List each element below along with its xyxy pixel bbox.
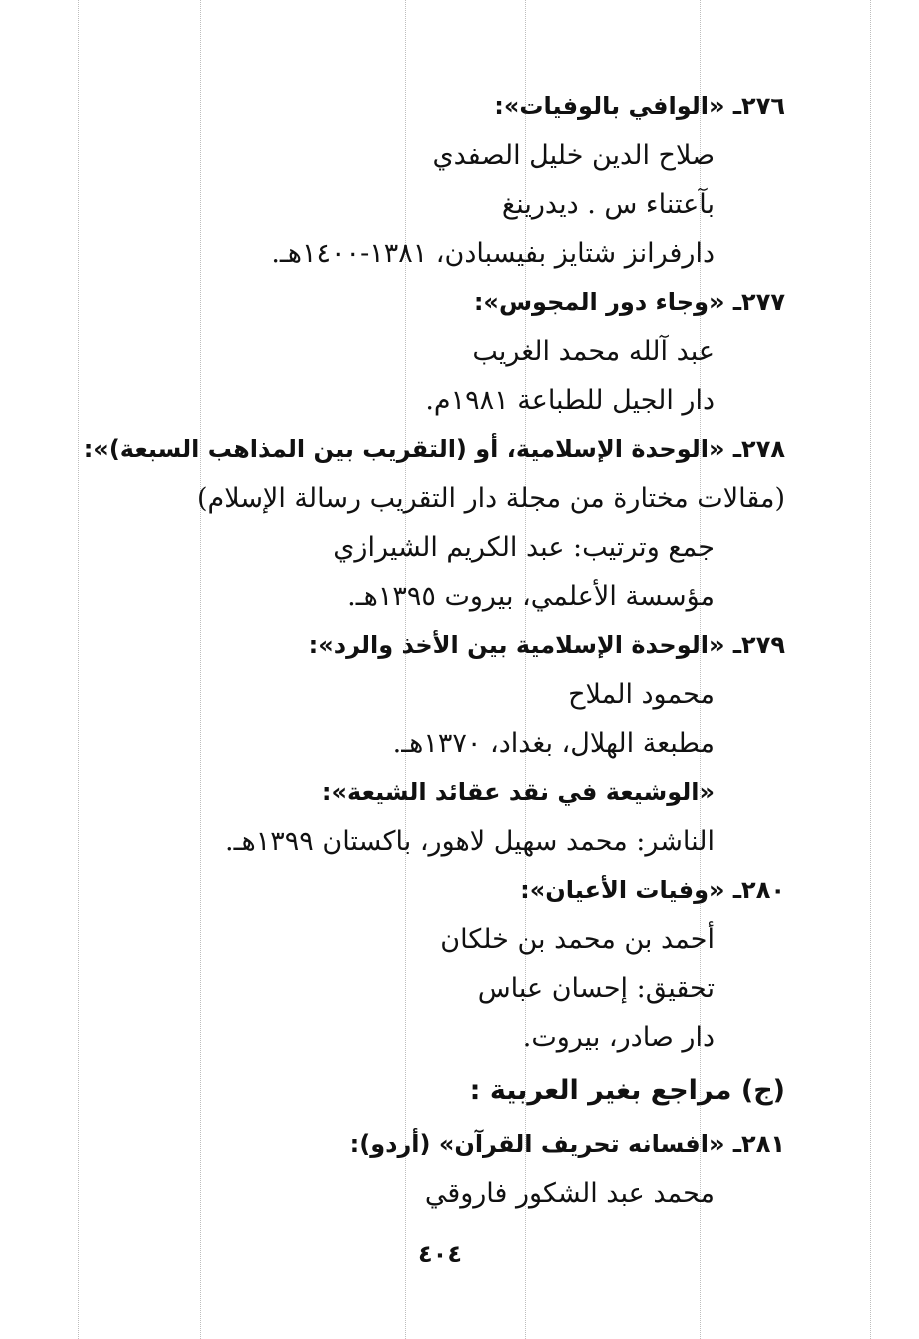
entry-language: (أردو): xyxy=(349,1130,431,1158)
entry-title: وجاء دور المجوس xyxy=(498,288,709,316)
entry-line: عبد آلله محمد الغريب xyxy=(472,336,715,367)
entry-subheading: «الوشيعة في نقد عقائد الشيعة»: xyxy=(321,778,715,806)
entry-heading: ٢٧٧ـ «وجاء دور المجوس»: xyxy=(473,288,785,316)
entry-heading: ٢٧٦ـ «الوافي بالوفيات»: xyxy=(494,92,785,120)
entry-number: ٢٨٠ xyxy=(741,876,785,904)
entry-line: دارفرانز شتايز بفيسبادن، ١٣٨١-١٤٠٠هـ. xyxy=(271,238,715,269)
bibliography-page xyxy=(83,82,785,1218)
page-number: ٤٠٤ xyxy=(418,1240,462,1268)
entry-number: ٢٧٩ xyxy=(741,631,785,659)
entry-heading: ٢٧٨ـ «الوحدة الإسلامية، أو (التقريب بين المذاهب السبعة)»: xyxy=(83,435,785,463)
entry-title: الوافي بالوفيات xyxy=(519,92,709,120)
entry-heading: ٢٨٠ـ «وفيات الأعيان»: xyxy=(520,876,785,904)
entry-line: (مقالات مختارة من مجلة دار التقريب رسالة الإسلام) xyxy=(196,483,785,514)
entry-title: الوحدة الإسلامية بين الأخذ والرد xyxy=(333,631,709,659)
entry-line: صلاح الدين خليل الصفدي xyxy=(432,140,715,171)
entry-title: وفيات الأعيان xyxy=(545,876,709,904)
dotted-guide xyxy=(870,0,871,1339)
entry-line: محمد عبد الشكور فاروقي xyxy=(424,1178,715,1209)
entry-line: تحقيق: إحسان عباس xyxy=(477,973,715,1004)
entry-number: ٢٧٧ xyxy=(741,288,785,316)
dotted-guide xyxy=(78,0,79,1339)
entry-subtitle: الوشيعة في نقد عقائد الشيعة xyxy=(347,778,700,806)
entry-number: ٢٧٨ xyxy=(741,435,785,463)
section-heading: (ج) مراجع بغير العربية : xyxy=(469,1075,785,1106)
entry-line: مؤسسة الأعلمي، بيروت ١٣٩٥هـ. xyxy=(347,581,715,612)
entry-heading: ٢٨١ـ «افسانه تحريف القرآن» (أردو): xyxy=(349,1130,785,1158)
entry-line: أحمد بن محمد بن خلكان xyxy=(440,924,715,955)
entry-line: دار الجيل للطباعة ١٩٨١م. xyxy=(425,385,715,416)
entry-line: دار صادر، بيروت. xyxy=(522,1022,715,1053)
entry-title: افسانه تحريف القرآن xyxy=(454,1130,709,1158)
entry-title: الوحدة الإسلامية، أو (التقريب بين المذاهب السبعة) xyxy=(108,435,709,463)
entry-line: الناشر: محمد سهيل لاهور، باكستان ١٣٩٩هـ. xyxy=(225,826,715,857)
entry-line: جمع وترتيب: عبد الكريم الشيرازي xyxy=(333,532,715,563)
entry-number: ٢٨١ xyxy=(741,1130,785,1158)
entry-line: بآعتناء س . ديدرينغ xyxy=(501,189,715,220)
entry-heading: ٢٧٩ـ «الوحدة الإسلامية بين الأخذ والرد»: xyxy=(308,631,785,659)
entry-line: محمود الملاح xyxy=(568,679,715,710)
entry-line: مطبعة الهلال، بغداد، ١٣٧٠هـ. xyxy=(392,728,715,759)
entry-number: ٢٧٦ xyxy=(741,92,785,120)
